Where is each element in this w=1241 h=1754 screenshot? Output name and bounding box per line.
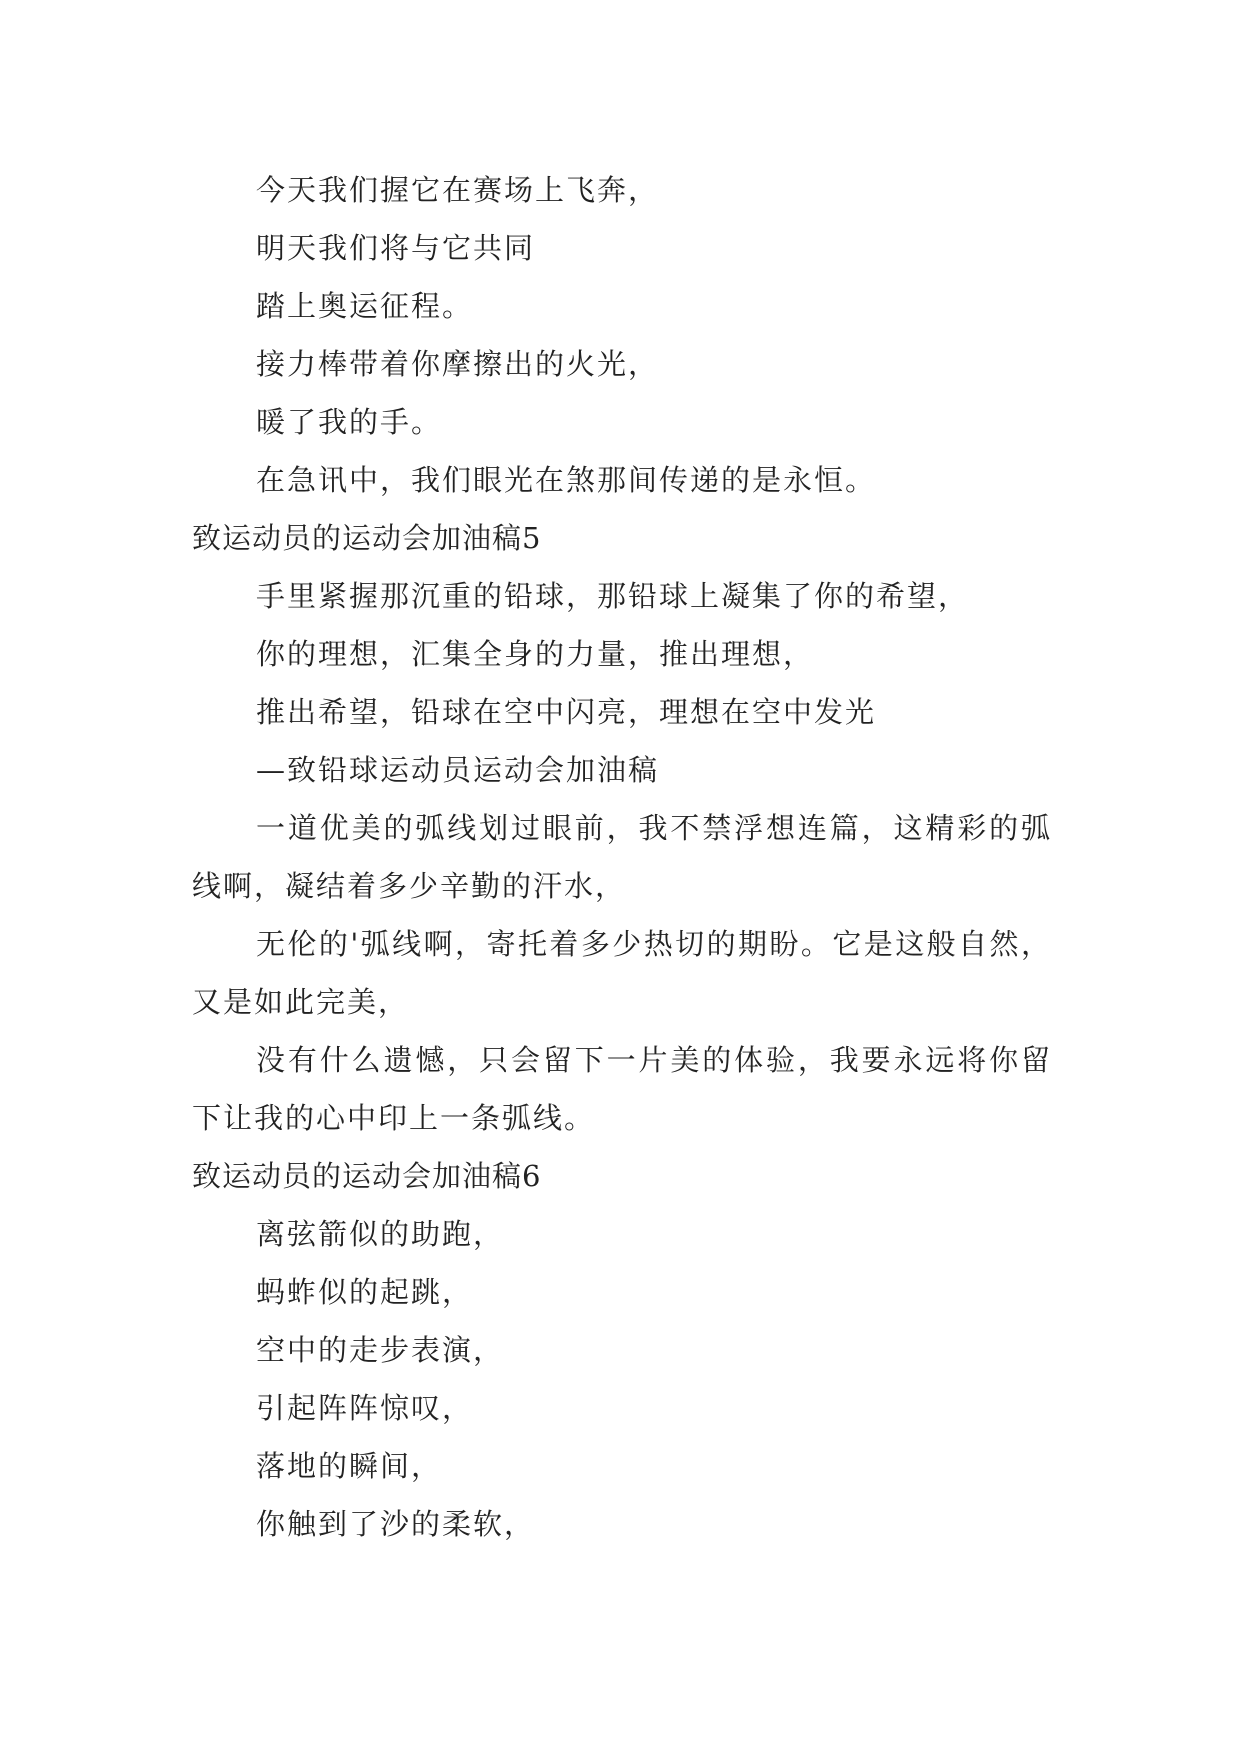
verse-line: 踏上奥运征程。 [256, 289, 474, 323]
verse-line: —致铅球运动员运动会加油稿 [256, 753, 660, 787]
paragraph: 无伦的'弧线啊，寄托着多少热切的期盼。它是这般自然，又是如此完美， [192, 927, 1052, 1019]
verse-line: 蚂蚱似的起跳， [256, 1275, 474, 1309]
verse-line: 离弦箭似的助跑， [256, 1217, 505, 1251]
verse-line: 今天我们握它在赛场上飞奔， [256, 173, 660, 207]
verse-line: 手里紧握那沉重的铅球，那铅球上凝集了你的希望， [256, 579, 970, 613]
verse-line: 明天我们将与它共同 [256, 231, 536, 265]
verse-line: 引起阵阵惊叹， [256, 1391, 474, 1425]
paragraph: 没有什么遗憾，只会留下一片美的体验，我要永远将你留下让我的心中印上一条弧线。 [192, 1043, 1052, 1135]
document-body [192, 161, 1052, 1553]
paragraph: 一道优美的弧线划过眼前，我不禁浮想连篇，这精彩的弧线啊，凝结着多少辛勤的汗水， [192, 811, 1052, 903]
verse-line: 推出希望，铅球在空中闪亮，理想在空中发光 [256, 695, 877, 729]
verse-line: 空中的走步表演， [256, 1333, 505, 1367]
verse-line: 接力棒带着你摩擦出的火光， [256, 347, 660, 381]
section-heading: 致运动员的运动会加油稿5 [192, 521, 542, 555]
verse-line: 落地的瞬间， [256, 1449, 443, 1483]
verse-line: 暖了我的手。 [256, 405, 443, 439]
verse-line: 在急讯中，我们眼光在煞那间传递的是永恒。 [256, 463, 877, 497]
verse-line: 你的理想，汇集全身的力量，推出理想， [256, 637, 815, 671]
verse-line: 你触到了沙的柔软， [256, 1507, 536, 1541]
section-heading: 致运动员的运动会加油稿6 [192, 1159, 542, 1193]
